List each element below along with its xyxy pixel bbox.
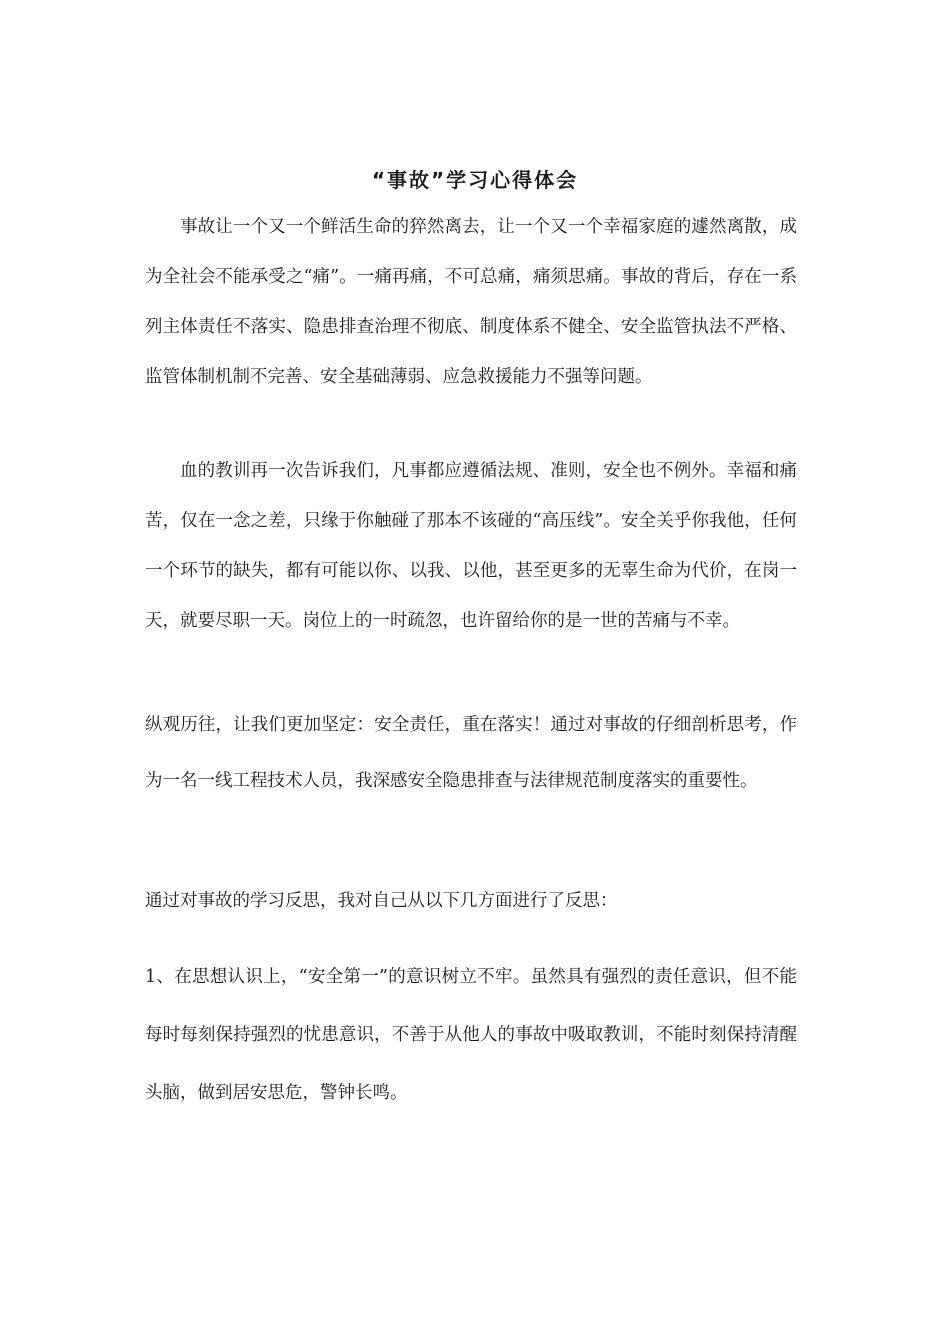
- paragraph-reflection-point-1: 1、在思想认识上，“安全第一”的意识树立不牢。虽然具有强烈的责任意识，但不能每时每刻保持强烈的忧患意识，不善于从他人的事故中吸取教训，不能时刻保持清醒头脑，做到居安思危，警钟长鸣。: [145, 967, 797, 1103]
- paragraph-safety-responsibility: 纵观历往，让我们更加坚定：安全责任，重在落实！通过对事故的仔细剖析思考，作为一名一线工程技术人员，我深感安全隐患排查与法律规范制度落实的重要性。: [145, 715, 797, 791]
- paragraph-reflection-intro: 通过对事故的学习反思，我对自己从以下几方面进行了反思：: [145, 891, 618, 911]
- paragraph-blood-lesson: 血的教训再一次告诉我们，凡事都应遵循法规、准则，安全也不例外。幸福和痛苦，仅在一念之差，只缘于你触碰了那本不该碰的“高压线”。安全关乎你我他，任何一个环节的缺失，都有可能以你、以我、以他，甚至更多的无辜生命为代价，在岗一天，就要尽职一天。岗位上的一时疏忽，也许留给你的是一世的苦痛与不幸。: [145, 461, 797, 631]
- document-title: “事故”学习心得体会: [371, 168, 579, 192]
- paragraph-accident-pain: 事故让一个又一个鲜活生命的猝然离去，让一个又一个幸福家庭的遽然离散，成为全社会不能承受之“痛”。一痛再痛，不可总痛，痛须思痛。事故的背后，存在一系列主体责任不落实、隐患排查治理不彻底、制度体系不健全、安全监管执法不严格、监管体制机制不完善、安全基础薄弱、应急救援能力不强等问题。: [145, 217, 797, 387]
